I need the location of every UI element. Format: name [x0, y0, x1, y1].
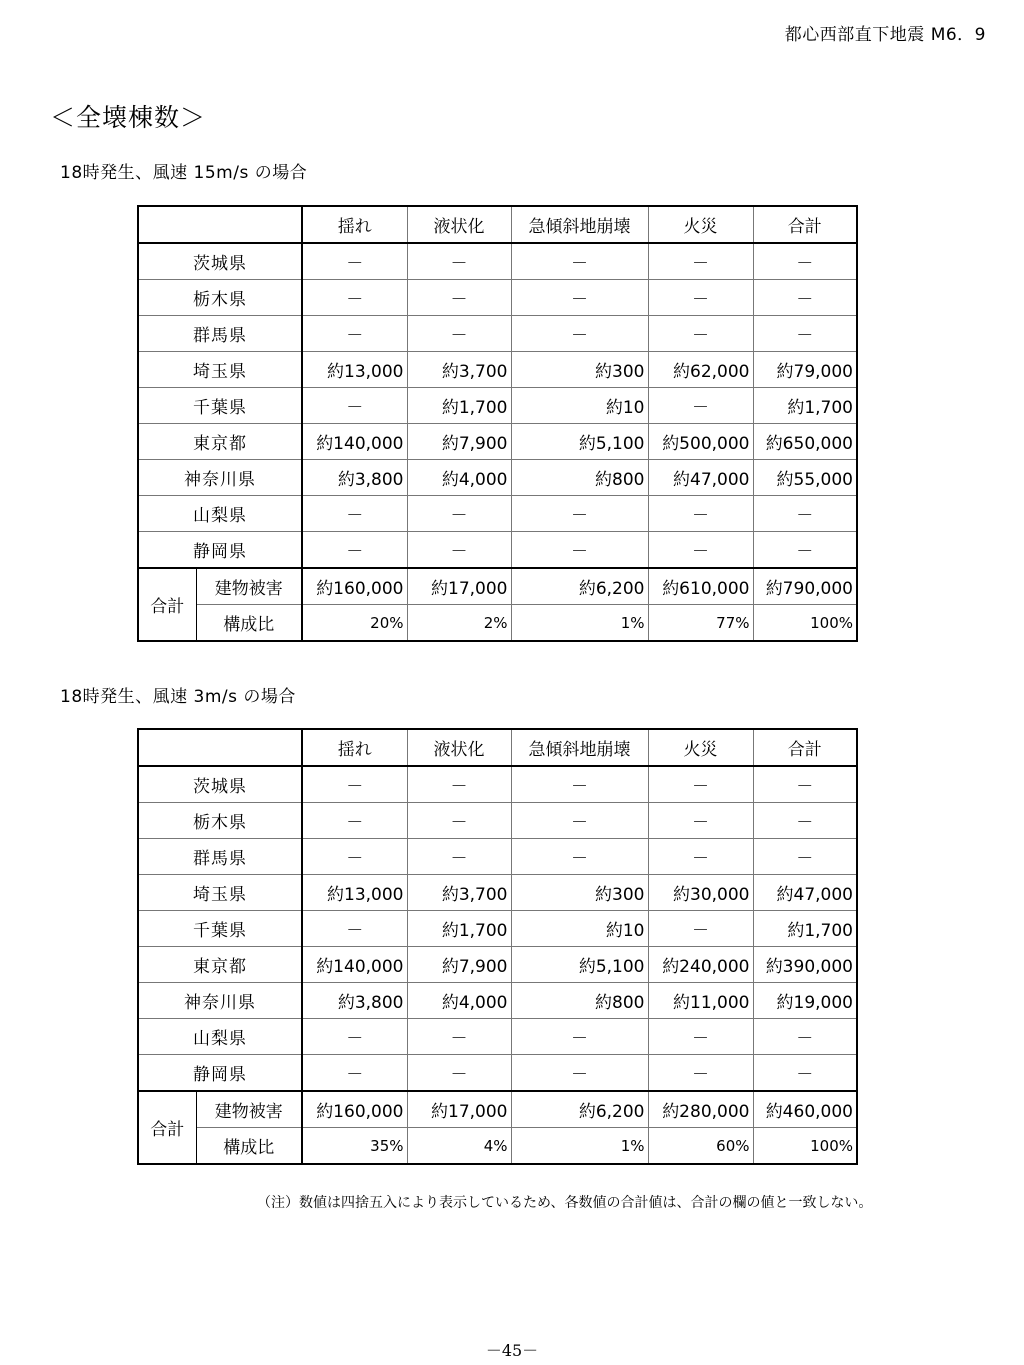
header-corner-cell: [138, 206, 302, 243]
scenario-header: 都心西部直下地震 M6．9: [784, 25, 986, 45]
column-header: 火災: [648, 206, 753, 243]
value-cell: －: [648, 1019, 753, 1055]
column-header: 液状化: [407, 206, 511, 243]
value-cell: －: [648, 839, 753, 875]
table-row: [138, 352, 857, 388]
total-damage-cell: 約280,000: [648, 1091, 753, 1128]
ratio-cell: 20%: [302, 605, 407, 642]
value-cell: －: [511, 839, 648, 875]
value-cell: 約240,000: [648, 947, 753, 983]
prefecture-cell: 静岡県: [138, 1055, 302, 1092]
value-cell: 約1,700: [407, 388, 511, 424]
ratio-row: [138, 605, 857, 642]
total-damage-cell: 約6,200: [511, 568, 648, 605]
section-title: ＜全壊棟数＞: [50, 103, 207, 132]
total-damage-cell: 約6,200: [511, 1091, 648, 1128]
value-cell: 約30,000: [648, 875, 753, 911]
value-cell: －: [511, 1019, 648, 1055]
value-cell: －: [302, 316, 407, 352]
value-cell: 約1,700: [753, 911, 857, 947]
table-row: [138, 280, 857, 316]
ratio-cell: 1%: [511, 605, 648, 642]
column-header: 揺れ: [302, 206, 407, 243]
value-cell: －: [648, 803, 753, 839]
value-cell: －: [511, 243, 648, 280]
value-cell: －: [753, 803, 857, 839]
case-title-wind-15: 18時発生、風速 15m/s の場合: [60, 163, 308, 183]
value-cell: 約55,000: [753, 460, 857, 496]
value-cell: －: [648, 1055, 753, 1092]
value-cell: －: [302, 388, 407, 424]
ratio-row: [138, 1128, 857, 1165]
total-group-label: 合計: [138, 568, 196, 641]
table-row: [138, 766, 857, 803]
table-row: [138, 532, 857, 569]
value-cell: 約13,000: [302, 352, 407, 388]
table-row: [138, 947, 857, 983]
column-header: 急傾斜地崩壊: [511, 729, 648, 766]
value-cell: －: [753, 316, 857, 352]
value-cell: 約19,000: [753, 983, 857, 1019]
prefecture-cell: 千葉県: [138, 388, 302, 424]
case-title-wind-3: 18時発生、風速 3m/s の場合: [60, 687, 296, 707]
value-cell: 約10: [511, 911, 648, 947]
value-cell: 約800: [511, 983, 648, 1019]
table-row: [138, 911, 857, 947]
value-cell: 約79,000: [753, 352, 857, 388]
table-row: [138, 1019, 857, 1055]
value-cell: －: [511, 496, 648, 532]
prefecture-cell: 茨城県: [138, 243, 302, 280]
value-cell: 約62,000: [648, 352, 753, 388]
value-cell: 約47,000: [753, 875, 857, 911]
value-cell: 約5,100: [511, 424, 648, 460]
prefecture-cell: 栃木県: [138, 280, 302, 316]
ratio-cell: 4%: [407, 1128, 511, 1165]
value-cell: －: [511, 1055, 648, 1092]
table-header-row: [138, 729, 857, 766]
table-row: [138, 983, 857, 1019]
value-cell: －: [648, 280, 753, 316]
value-cell: －: [753, 766, 857, 803]
value-cell: 約390,000: [753, 947, 857, 983]
value-cell: －: [302, 1055, 407, 1092]
value-cell: －: [648, 911, 753, 947]
value-cell: 約3,800: [302, 460, 407, 496]
column-header: 急傾斜地崩壊: [511, 206, 648, 243]
value-cell: －: [753, 280, 857, 316]
value-cell: －: [753, 1019, 857, 1055]
total-group-label: 合計: [138, 1091, 196, 1164]
prefecture-cell: 神奈川県: [138, 983, 302, 1019]
value-cell: －: [407, 1019, 511, 1055]
table-row: [138, 243, 857, 280]
prefecture-cell: 茨城県: [138, 766, 302, 803]
value-cell: －: [511, 316, 648, 352]
table-row: [138, 460, 857, 496]
value-cell: －: [753, 1055, 857, 1092]
value-cell: 約47,000: [648, 460, 753, 496]
value-cell: －: [302, 839, 407, 875]
value-cell: 約500,000: [648, 424, 753, 460]
value-cell: －: [648, 766, 753, 803]
total-damage-cell: 約790,000: [753, 568, 857, 605]
value-cell: 約10: [511, 388, 648, 424]
table-row: [138, 1055, 857, 1092]
total-damage-cell: 約17,000: [407, 1091, 511, 1128]
value-cell: －: [753, 496, 857, 532]
value-cell: －: [753, 839, 857, 875]
total-damage-row: [138, 568, 857, 605]
value-cell: 約650,000: [753, 424, 857, 460]
ratio-cell: 77%: [648, 605, 753, 642]
table-row: [138, 496, 857, 532]
value-cell: －: [302, 532, 407, 569]
prefecture-cell: 群馬県: [138, 839, 302, 875]
column-header: 揺れ: [302, 729, 407, 766]
value-cell: 約5,100: [511, 947, 648, 983]
value-cell: －: [302, 911, 407, 947]
value-cell: －: [302, 243, 407, 280]
column-header: 合計: [753, 729, 857, 766]
ratio-cell: 2%: [407, 605, 511, 642]
value-cell: －: [302, 1019, 407, 1055]
ratio-cell: 35%: [302, 1128, 407, 1165]
value-cell: －: [648, 243, 753, 280]
ratio-cell: 100%: [753, 605, 857, 642]
value-cell: －: [302, 280, 407, 316]
ratio-cell: 1%: [511, 1128, 648, 1165]
prefecture-cell: 静岡県: [138, 532, 302, 569]
value-cell: 約1,700: [407, 911, 511, 947]
ratio-label: 構成比: [196, 1128, 302, 1165]
value-cell: －: [407, 316, 511, 352]
page-number: －45－: [485, 1341, 539, 1360]
total-damage-label: 建物被害: [196, 1091, 302, 1128]
value-cell: －: [407, 280, 511, 316]
value-cell: －: [511, 803, 648, 839]
ratio-label: 構成比: [196, 605, 302, 642]
prefecture-cell: 神奈川県: [138, 460, 302, 496]
value-cell: 約1,700: [753, 388, 857, 424]
total-damage-cell: 約460,000: [753, 1091, 857, 1128]
value-cell: －: [648, 388, 753, 424]
prefecture-cell: 東京都: [138, 947, 302, 983]
total-damage-row: [138, 1091, 857, 1128]
value-cell: －: [407, 803, 511, 839]
prefecture-cell: 埼玉県: [138, 875, 302, 911]
total-damage-label: 建物被害: [196, 568, 302, 605]
value-cell: －: [302, 766, 407, 803]
value-cell: －: [407, 496, 511, 532]
column-header: 液状化: [407, 729, 511, 766]
table-row: [138, 388, 857, 424]
value-cell: －: [302, 496, 407, 532]
damage-table-wind-15: [137, 205, 858, 642]
value-cell: －: [753, 532, 857, 569]
value-cell: －: [407, 532, 511, 569]
prefecture-cell: 千葉県: [138, 911, 302, 947]
value-cell: －: [407, 839, 511, 875]
prefecture-cell: 群馬県: [138, 316, 302, 352]
value-cell: －: [753, 243, 857, 280]
value-cell: 約300: [511, 352, 648, 388]
total-damage-cell: 約610,000: [648, 568, 753, 605]
prefecture-cell: 東京都: [138, 424, 302, 460]
value-cell: －: [407, 766, 511, 803]
table-row: [138, 316, 857, 352]
table-row: [138, 839, 857, 875]
column-header: 合計: [753, 206, 857, 243]
table-row: [138, 424, 857, 460]
value-cell: 約3,700: [407, 875, 511, 911]
value-cell: －: [302, 803, 407, 839]
value-cell: 約13,000: [302, 875, 407, 911]
header-corner-cell: [138, 729, 302, 766]
prefecture-cell: 山梨県: [138, 496, 302, 532]
value-cell: 約11,000: [648, 983, 753, 1019]
table-row: [138, 803, 857, 839]
ratio-cell: 100%: [753, 1128, 857, 1165]
ratio-cell: 60%: [648, 1128, 753, 1165]
value-cell: －: [407, 1055, 511, 1092]
value-cell: 約800: [511, 460, 648, 496]
value-cell: －: [648, 532, 753, 569]
value-cell: 約140,000: [302, 424, 407, 460]
total-damage-cell: 約160,000: [302, 1091, 407, 1128]
column-header: 火災: [648, 729, 753, 766]
value-cell: 約7,900: [407, 424, 511, 460]
value-cell: 約7,900: [407, 947, 511, 983]
value-cell: －: [511, 280, 648, 316]
value-cell: 約140,000: [302, 947, 407, 983]
value-cell: 約3,800: [302, 983, 407, 1019]
value-cell: 約4,000: [407, 460, 511, 496]
value-cell: 約4,000: [407, 983, 511, 1019]
damage-table-wind-3: [137, 728, 858, 1165]
value-cell: －: [648, 496, 753, 532]
table-row: [138, 875, 857, 911]
value-cell: 約3,700: [407, 352, 511, 388]
value-cell: －: [648, 316, 753, 352]
footnote: （注）数値は四捨五入により表示しているため、各数値の合計値は、合計の欄の値と一致しない。: [257, 1195, 873, 1211]
prefecture-cell: 山梨県: [138, 1019, 302, 1055]
value-cell: －: [511, 766, 648, 803]
total-damage-cell: 約160,000: [302, 568, 407, 605]
prefecture-cell: 栃木県: [138, 803, 302, 839]
table-header-row: [138, 206, 857, 243]
value-cell: －: [407, 243, 511, 280]
value-cell: －: [511, 532, 648, 569]
value-cell: 約300: [511, 875, 648, 911]
prefecture-cell: 埼玉県: [138, 352, 302, 388]
total-damage-cell: 約17,000: [407, 568, 511, 605]
